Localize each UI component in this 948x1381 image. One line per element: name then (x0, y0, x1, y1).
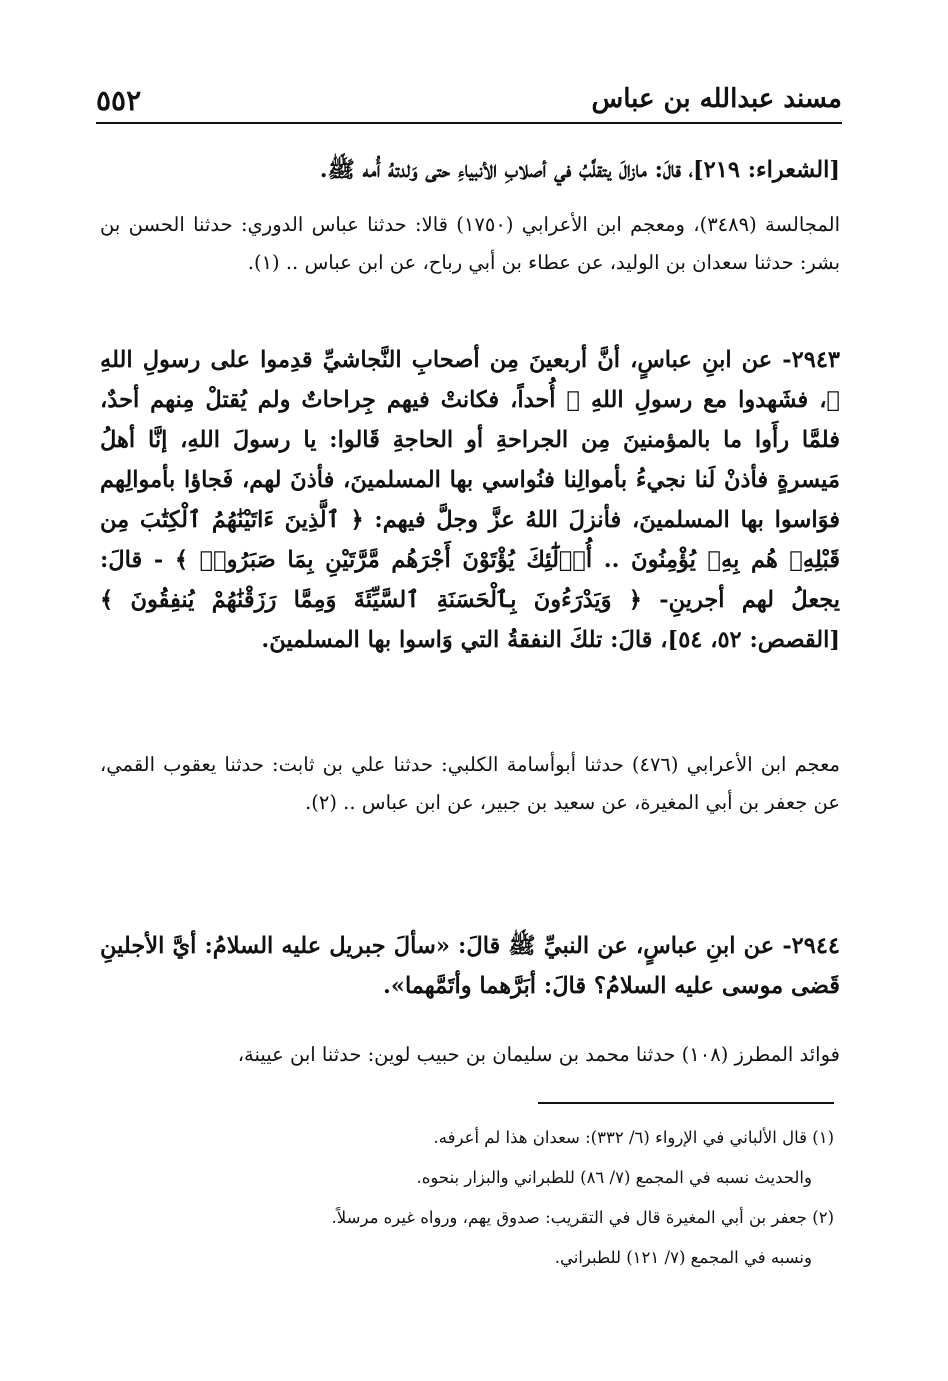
footnote-1: (١) قال الألباني في الإرواء (٦/ ٣٣٢): سعدان هذا لم أعرفه. (433, 1128, 834, 1147)
page-header (96, 82, 842, 124)
footnote-2: (٢) جعفر بن أبي المغيرة قال في التقريب: صدوق يهم، ورواه غيره مرسلاً. (331, 1208, 834, 1227)
page-number: ٥٥٢ (96, 84, 142, 117)
source-reference-2: معجم ابن الأعرابي (٤٧٦) حدثنا أبوأسامة الكلبي: حدثنا علي بن ثابت: حدثنا يعقوب القمي، عن جعفر بن أبي المغيرة، عن سعيد بن جبير، عن ابن عباس .. (٢). (100, 753, 840, 814)
hadith-2944: ٢٩٤٤- عن ابنِ عباسٍ، عن النبيِّ ﷺ قالَ: «سألَ جبريل عليه السلامُ: أيَّ الأجلينِ قَضى موسى عليه السلامُ؟ قالَ: أبَرَّهما وأتَمَّهما». (100, 933, 840, 999)
running-title: مسند عبدالله بن عباس (591, 84, 842, 114)
verse-continuation: [الشعراء: ٢١٩]، قالَ: مازالَ يتقلَّبُ في أصلابِ الأنبياءِ حتى وَلدتهُ أُمه ﷺ. (319, 157, 840, 183)
footnote-divider (538, 1102, 834, 1104)
footnote-1-continuation: والحديث نسبه في المجمع (٧/ ٨٦) للطبراني والبزار بنحوه. (416, 1168, 812, 1187)
source-reference-3: فوائد المطرز (١٠٨) حدثنا محمد بن سليمان بن حبيب لوين: حدثنا ابن عيينة، (237, 1043, 840, 1066)
hadith-2943: ٢٩٤٣- عن ابنِ عباسٍ، أنَّ أربعينَ مِن أصحابِ النَّجاشيِّ قدِموا على رسولِ اللهِ ﷺ، فشَهدوا مع رسولِ اللهِ ﷺ أُحداً، فكانتْ فيهم جِراحاتٌ ولم يُقتلْ مِنهم أحدٌ، فلمَّا رأَوا ما بالمؤمنينَ مِن الجراحةِ أو الحاجةِ قَالوا: يا رسولَ اللهِ، إنَّا أهلُ مَيسرةٍ فأذنْ لَنا نجيءُ بأموالِنا فنُواسي بها المسلمينَ، فأذنَ لهم، فَجاؤا بأموالِهم فوَاسوا بها المسلمينَ، فأنزلَ اللهُ عزَّ وجلَّ فيهم: ﴿ ٱلَّذِينَ ءَاتَيْنَٰهُمُ ٱلْكِتَٰبَ مِن قَبْلِهِۦ هُم بِهِۦ يُؤْمِنُونَ .. أُو۟لَٰٓئِكَ يُؤْتَوْنَ أَجْرَهُم مَّرَّتَيْنِ بِمَا صَبَرُوا۟ ﴾ - قالَ: يجعلُ لهم أجرينِ- ﴿ وَيَدْرَءُونَ بِٱلْحَسَنَةِ ٱلسَّيِّئَةَ وَمِمَّا رَزَقْنَٰهُمْ يُنفِقُونَ ﴾ [القصص: ٥٢، ٥٤]، قالَ: تلكَ النفقةُ التي وَاسوا بها المسلمينَ. (100, 347, 840, 653)
footnote-2-continuation: ونسبه في المجمع (٧/ ١٢١) للطبراني. (554, 1248, 812, 1267)
source-reference-1: المجالسة (٣٤٨٩)، ومعجم ابن الأعرابي (١٧٥٠) قالا: حدثنا عباس الدوري: حدثنا الحسن بن بشر: حدثنا سعدان بن الوليد، عن عطاء بن أبي رباح، عن ابن عباس .. (١). (100, 213, 840, 274)
